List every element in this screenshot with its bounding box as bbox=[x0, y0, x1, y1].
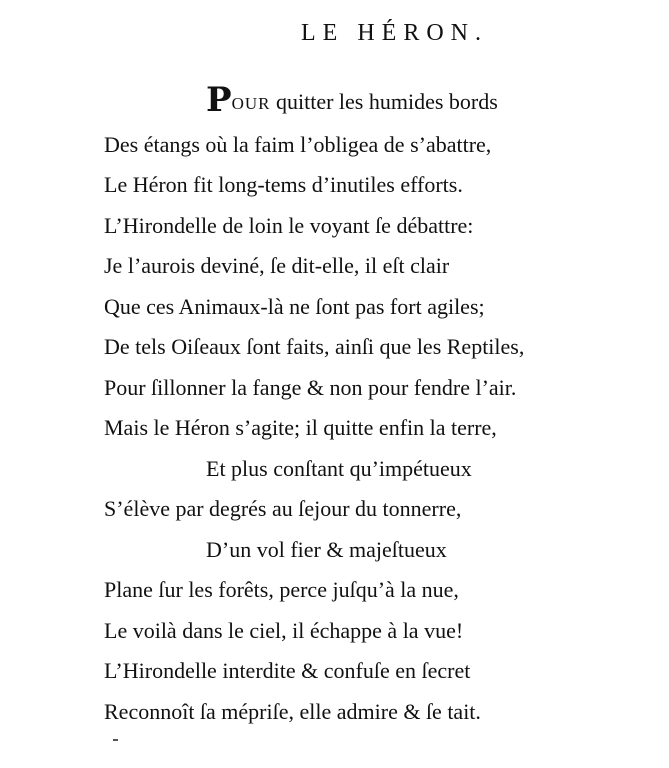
first-line-text: quitter les humides bords bbox=[270, 89, 498, 114]
poem-line: L’Hirondelle interdite & confuſe en ſecret bbox=[104, 658, 471, 683]
poem-line: Pour ſillonner la fange & non pour fendre l’air. bbox=[104, 374, 517, 400]
poem-line: S’élève par degrés au ſejour du tonnerre, bbox=[104, 496, 462, 521]
poem-body bbox=[104, 82, 664, 732]
poem-line: Des étangs où la faim l’obligea de s’abattre, bbox=[104, 131, 492, 157]
poem-line-indented: D’un vol fier & majeſtueux bbox=[206, 536, 447, 562]
poem-line: L’Hirondelle de loin le voyant ſe débattre: bbox=[104, 212, 474, 238]
poem-line: Le voilà dans le ciel, il échappe à la vue! bbox=[104, 617, 464, 643]
poem-line: Que ces Animaux-là ne ſont pas fort agiles; bbox=[104, 293, 485, 319]
poem-line bbox=[104, 82, 664, 125]
poem-line: Reconnoît ſa mépriſe, elle admire & ſe tait. bbox=[104, 698, 481, 724]
poem-line: Plane ſur les forêts, perce juſqu’à la nue, bbox=[104, 577, 459, 602]
smallcaps-text: OUR bbox=[231, 94, 271, 113]
poem-line: Le Héron fit long-tems d’inutiles efforts. bbox=[104, 172, 463, 197]
poem-title: LE HÉRON. bbox=[301, 20, 488, 46]
dropcap-letter: P bbox=[206, 80, 232, 120]
poem-line-indented: Et plus conſtant qu’impétueux bbox=[206, 455, 472, 481]
poem-line: De tels Oiſeaux ſont faits, ainſi que les Reptiles, bbox=[104, 334, 525, 359]
poem-line: Mais le Héron s’agite; il quitte enfin la terre, bbox=[104, 415, 497, 440]
poem-line: Je l’aurois deviné, ſe dit-elle, il eſt clair bbox=[104, 253, 450, 278]
ink-mark bbox=[113, 739, 118, 741]
